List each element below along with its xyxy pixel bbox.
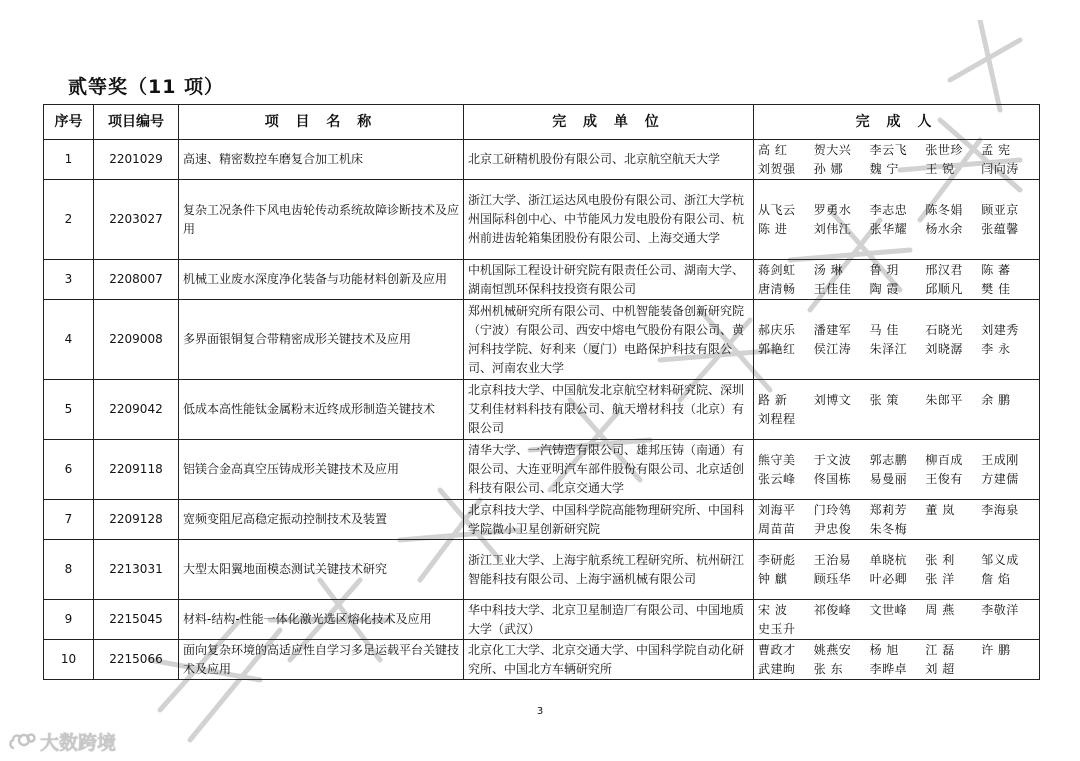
- person-name: 郭志鹏: [869, 452, 908, 467]
- row-units: 华中科技大学、北京卫星制造厂有限公司、中国地质大学（武汉）: [464, 600, 754, 640]
- person-name: 李研彪: [758, 552, 796, 567]
- people-list: [758, 391, 1035, 429]
- person-name: 张蕴馨: [981, 221, 1019, 236]
- person-name: 张 东: [813, 661, 844, 676]
- row-project-name: 复杂工况条件下风电齿轮传动系统故障诊断技术及应用: [179, 180, 464, 260]
- person-name: 刘建秀: [981, 322, 1019, 337]
- row-project-name: 多界面银铜复合带精密成形关键技术及应用: [179, 300, 464, 380]
- person-name: 高 红: [758, 142, 788, 157]
- section-heading: 贰等奖（11 项）: [68, 76, 225, 98]
- person-name: 李志忠: [869, 202, 908, 217]
- person-name: 郭艳红: [758, 341, 796, 356]
- person-name: 邢汉君: [925, 262, 963, 277]
- people-list: [758, 641, 1035, 679]
- row-seq: 9: [44, 600, 94, 640]
- person-name: 潘建军: [813, 322, 852, 337]
- row-code: 2209118: [94, 440, 179, 500]
- people-list: [758, 601, 1035, 639]
- col-header-seq: 序号: [44, 105, 94, 140]
- row-code: 2215045: [94, 600, 179, 640]
- row-people: [754, 140, 1040, 180]
- row-code: 2208007: [94, 260, 179, 300]
- people-list: [758, 261, 1035, 299]
- col-header-units: 完 成 单 位: [464, 105, 754, 140]
- row-people: [754, 440, 1040, 500]
- person-name: 王 锐: [925, 161, 955, 176]
- person-name: 曹政才: [758, 642, 796, 657]
- brand-text: 大数跨境: [40, 731, 117, 754]
- person-name: 柳百成: [925, 452, 963, 467]
- row-people: [754, 380, 1040, 440]
- person-name: 唐清畅: [758, 281, 796, 296]
- row-people: [754, 600, 1040, 640]
- row-project-name: 机械工业废水深度净化装备与功能材料创新及应用: [179, 260, 464, 300]
- row-units: 郑州机械研究所有限公司、中机智能装备创新研究院（宁波）有限公司、西安中熔电气股份有限公司、黄河科技学院、好利来（厦门）电路保护科技有限公司、河南农业大学: [464, 300, 754, 380]
- people-list: [758, 321, 1035, 359]
- person-name: 单晓杭: [869, 552, 908, 567]
- row-people: [754, 540, 1040, 600]
- person-name: 邱顺凡: [925, 281, 963, 296]
- person-name: 郑莉芳: [869, 502, 908, 517]
- row-code: 2215066: [94, 640, 179, 680]
- person-name: 江 磊: [925, 642, 955, 657]
- person-name: 刘海平: [758, 502, 796, 517]
- row-units: 中机国际工程设计研究院有限责任公司、湖南大学、湖南恒凯环保科技投资有限公司: [464, 260, 754, 300]
- row-project-name: 宽频变阻尼高稳定振动控制技术及装置: [179, 500, 464, 540]
- person-name: 武建昫: [758, 661, 796, 676]
- award-table: [43, 104, 1040, 680]
- person-name: 李敬洋: [981, 602, 1019, 617]
- row-seq: 3: [44, 260, 94, 300]
- person-name: 邹义成: [981, 552, 1019, 567]
- person-name: 许 鹏: [981, 642, 1011, 657]
- person-name: 朱泽江: [869, 341, 908, 356]
- people-list: [758, 201, 1035, 239]
- table-row: [44, 440, 1040, 500]
- table-row: [44, 140, 1040, 180]
- person-name: 张 利: [925, 552, 955, 567]
- person-name: 詹 焰: [981, 571, 1011, 586]
- person-name: 李 永: [981, 341, 1011, 356]
- row-code: 2203027: [94, 180, 179, 260]
- person-name: 陶 霞: [869, 281, 899, 296]
- table-header-row: [44, 105, 1040, 140]
- row-seq: 6: [44, 440, 94, 500]
- table-row: [44, 380, 1040, 440]
- brand-logo: [8, 728, 116, 754]
- page-number: 3: [536, 706, 544, 717]
- table-row: [44, 180, 1040, 260]
- person-name: 蒋剑虹: [758, 262, 796, 277]
- row-seq: 4: [44, 300, 94, 380]
- person-name: 尹忠俊: [813, 521, 852, 536]
- brand-icon: [8, 730, 36, 752]
- person-name: 孟 宪: [981, 142, 1011, 157]
- person-name: 顾珏华: [813, 571, 852, 586]
- person-name: 刘 超: [925, 661, 955, 676]
- row-units: 浙江工业大学、上海宇航系统工程研究所、杭州研江智能科技有限公司、上海宇涵机械有限公司: [464, 540, 754, 600]
- person-name: 李海泉: [981, 502, 1019, 517]
- row-seq: 1: [44, 140, 94, 180]
- person-name: 周苗苗: [758, 521, 796, 536]
- person-name: 罗勇水: [813, 202, 852, 217]
- person-name: 陈冬娟: [925, 202, 963, 217]
- row-code: 2209042: [94, 380, 179, 440]
- person-name: 史玉升: [758, 621, 796, 636]
- person-name: 刘贺强: [758, 161, 796, 176]
- person-name: 李晔卓: [869, 661, 908, 676]
- row-code: 2209128: [94, 500, 179, 540]
- person-name: 魏 宁: [869, 161, 899, 176]
- row-people: [754, 300, 1040, 380]
- row-project-name: 材料-结构-性能一体化激光选区熔化技术及应用: [179, 600, 464, 640]
- person-name: 路 新: [758, 392, 788, 407]
- table-row: [44, 600, 1040, 640]
- person-name: 陈 进: [758, 221, 788, 236]
- person-name: 周 燕: [925, 602, 955, 617]
- person-name: 钟 麒: [758, 571, 788, 586]
- people-list: [758, 141, 1035, 179]
- person-name: 从飞云: [758, 202, 796, 217]
- person-name: 姚燕安: [813, 642, 852, 657]
- person-name: 佟国栋: [813, 471, 852, 486]
- person-name: 孙 娜: [813, 161, 844, 176]
- row-units: 北京科技大学、中国航发北京航空材料研究院、深圳艾利佳材料科技有限公司、航天增材科技（北京）有限公司: [464, 380, 754, 440]
- person-name: 刘晓潺: [925, 341, 963, 356]
- row-people: [754, 260, 1040, 300]
- person-name: 于文波: [813, 452, 852, 467]
- person-name: 宋 波: [758, 602, 788, 617]
- row-people: [754, 640, 1040, 680]
- person-name: 方建儒: [981, 471, 1019, 486]
- row-seq: 8: [44, 540, 94, 600]
- row-units: 清华大学、一汽铸造有限公司、雄邦压铸（南通）有限公司、大连亚明汽车部件股份有限公司、北京适创科技有限公司、北京交通大学: [464, 440, 754, 500]
- person-name: 张云峰: [758, 471, 796, 486]
- row-units: 北京科技大学、中国科学院高能物理研究所、中国科学院微小卫星创新研究院: [464, 500, 754, 540]
- row-code: 2209008: [94, 300, 179, 380]
- person-name: 陈 蕃: [981, 262, 1011, 277]
- person-name: 刘伟江: [813, 221, 852, 236]
- person-name: 马 佳: [869, 322, 899, 337]
- person-name: 王成刚: [981, 452, 1019, 467]
- col-header-name: 项 目 名 称: [179, 105, 464, 140]
- person-name: 张 策: [869, 392, 899, 407]
- table-row: [44, 300, 1040, 380]
- person-name: 刘程程: [758, 411, 796, 426]
- person-name: 叶必卿: [869, 571, 908, 586]
- row-units: 北京化工大学、北京交通大学、中国科学院自动化研究所、中国北方车辆研究所: [464, 640, 754, 680]
- person-name: 王佳佳: [813, 281, 852, 296]
- person-name: 董 岚: [925, 502, 955, 517]
- person-name: 朱冬梅: [869, 521, 908, 536]
- row-seq: 10: [44, 640, 94, 680]
- row-project-name: 大型太阳翼地面模态测试关键技术研究: [179, 540, 464, 600]
- person-name: 门玲鸰: [813, 502, 852, 517]
- person-name: 郝庆乐: [758, 322, 796, 337]
- person-name: 杨 旭: [869, 642, 899, 657]
- table-row: [44, 260, 1040, 300]
- row-code: 2201029: [94, 140, 179, 180]
- person-name: 张华耀: [869, 221, 908, 236]
- person-name: 鲁 玥: [869, 262, 899, 277]
- row-project-name: 低成本高性能钛金属粉末近终成形制造关键技术: [179, 380, 464, 440]
- person-name: 王治易: [813, 552, 852, 567]
- person-name: 王俊有: [925, 471, 963, 486]
- person-name: 张 洋: [925, 571, 955, 586]
- person-name: 贺大兴: [813, 142, 852, 157]
- row-people: [754, 500, 1040, 540]
- person-name: 朱郎平: [925, 392, 963, 407]
- person-name: 刘博文: [813, 392, 852, 407]
- people-list: [758, 501, 1035, 539]
- col-header-code: 项目编号: [94, 105, 179, 140]
- row-project-name: 铝镁合金高真空压铸成形关键技术及应用: [179, 440, 464, 500]
- person-name: 樊 佳: [981, 281, 1011, 296]
- person-name: 杨水余: [925, 221, 963, 236]
- person-name: 祁俊峰: [813, 602, 852, 617]
- people-list: [758, 551, 1035, 589]
- table-row: [44, 540, 1040, 600]
- person-name: 文世峰: [869, 602, 908, 617]
- person-name: 侯江涛: [813, 341, 852, 356]
- row-project-name: 面向复杂环境的高适应性自学习多足运载平台关键技术及应用: [179, 640, 464, 680]
- row-seq: 5: [44, 380, 94, 440]
- row-code: 2213031: [94, 540, 179, 600]
- person-name: 易曼丽: [869, 471, 908, 486]
- col-header-people: 完 成 人: [754, 105, 1040, 140]
- table-row: [44, 500, 1040, 540]
- person-name: 汤 琳: [813, 262, 844, 277]
- person-name: 石晓光: [925, 322, 963, 337]
- people-list: [758, 451, 1035, 489]
- row-units: 浙江大学、浙江运达风电股份有限公司、浙江大学杭州国际科创中心、中节能风力发电股份有限公司、杭州前进齿轮箱集团股份有限公司、上海交通大学: [464, 180, 754, 260]
- row-seq: 7: [44, 500, 94, 540]
- person-name: 张世珍: [925, 142, 963, 157]
- person-name: 顾亚京: [981, 202, 1019, 217]
- row-people: [754, 180, 1040, 260]
- row-project-name: 高速、精密数控车磨复合加工机床: [179, 140, 464, 180]
- person-name: 余 鹏: [981, 392, 1011, 407]
- person-name: 闫向涛: [981, 161, 1019, 176]
- row-seq: 2: [44, 180, 94, 260]
- row-units: 北京工研精机股份有限公司、北京航空航天大学: [464, 140, 754, 180]
- person-name: 熊守美: [758, 452, 796, 467]
- person-name: 李云飞: [869, 142, 908, 157]
- table-row: [44, 640, 1040, 680]
